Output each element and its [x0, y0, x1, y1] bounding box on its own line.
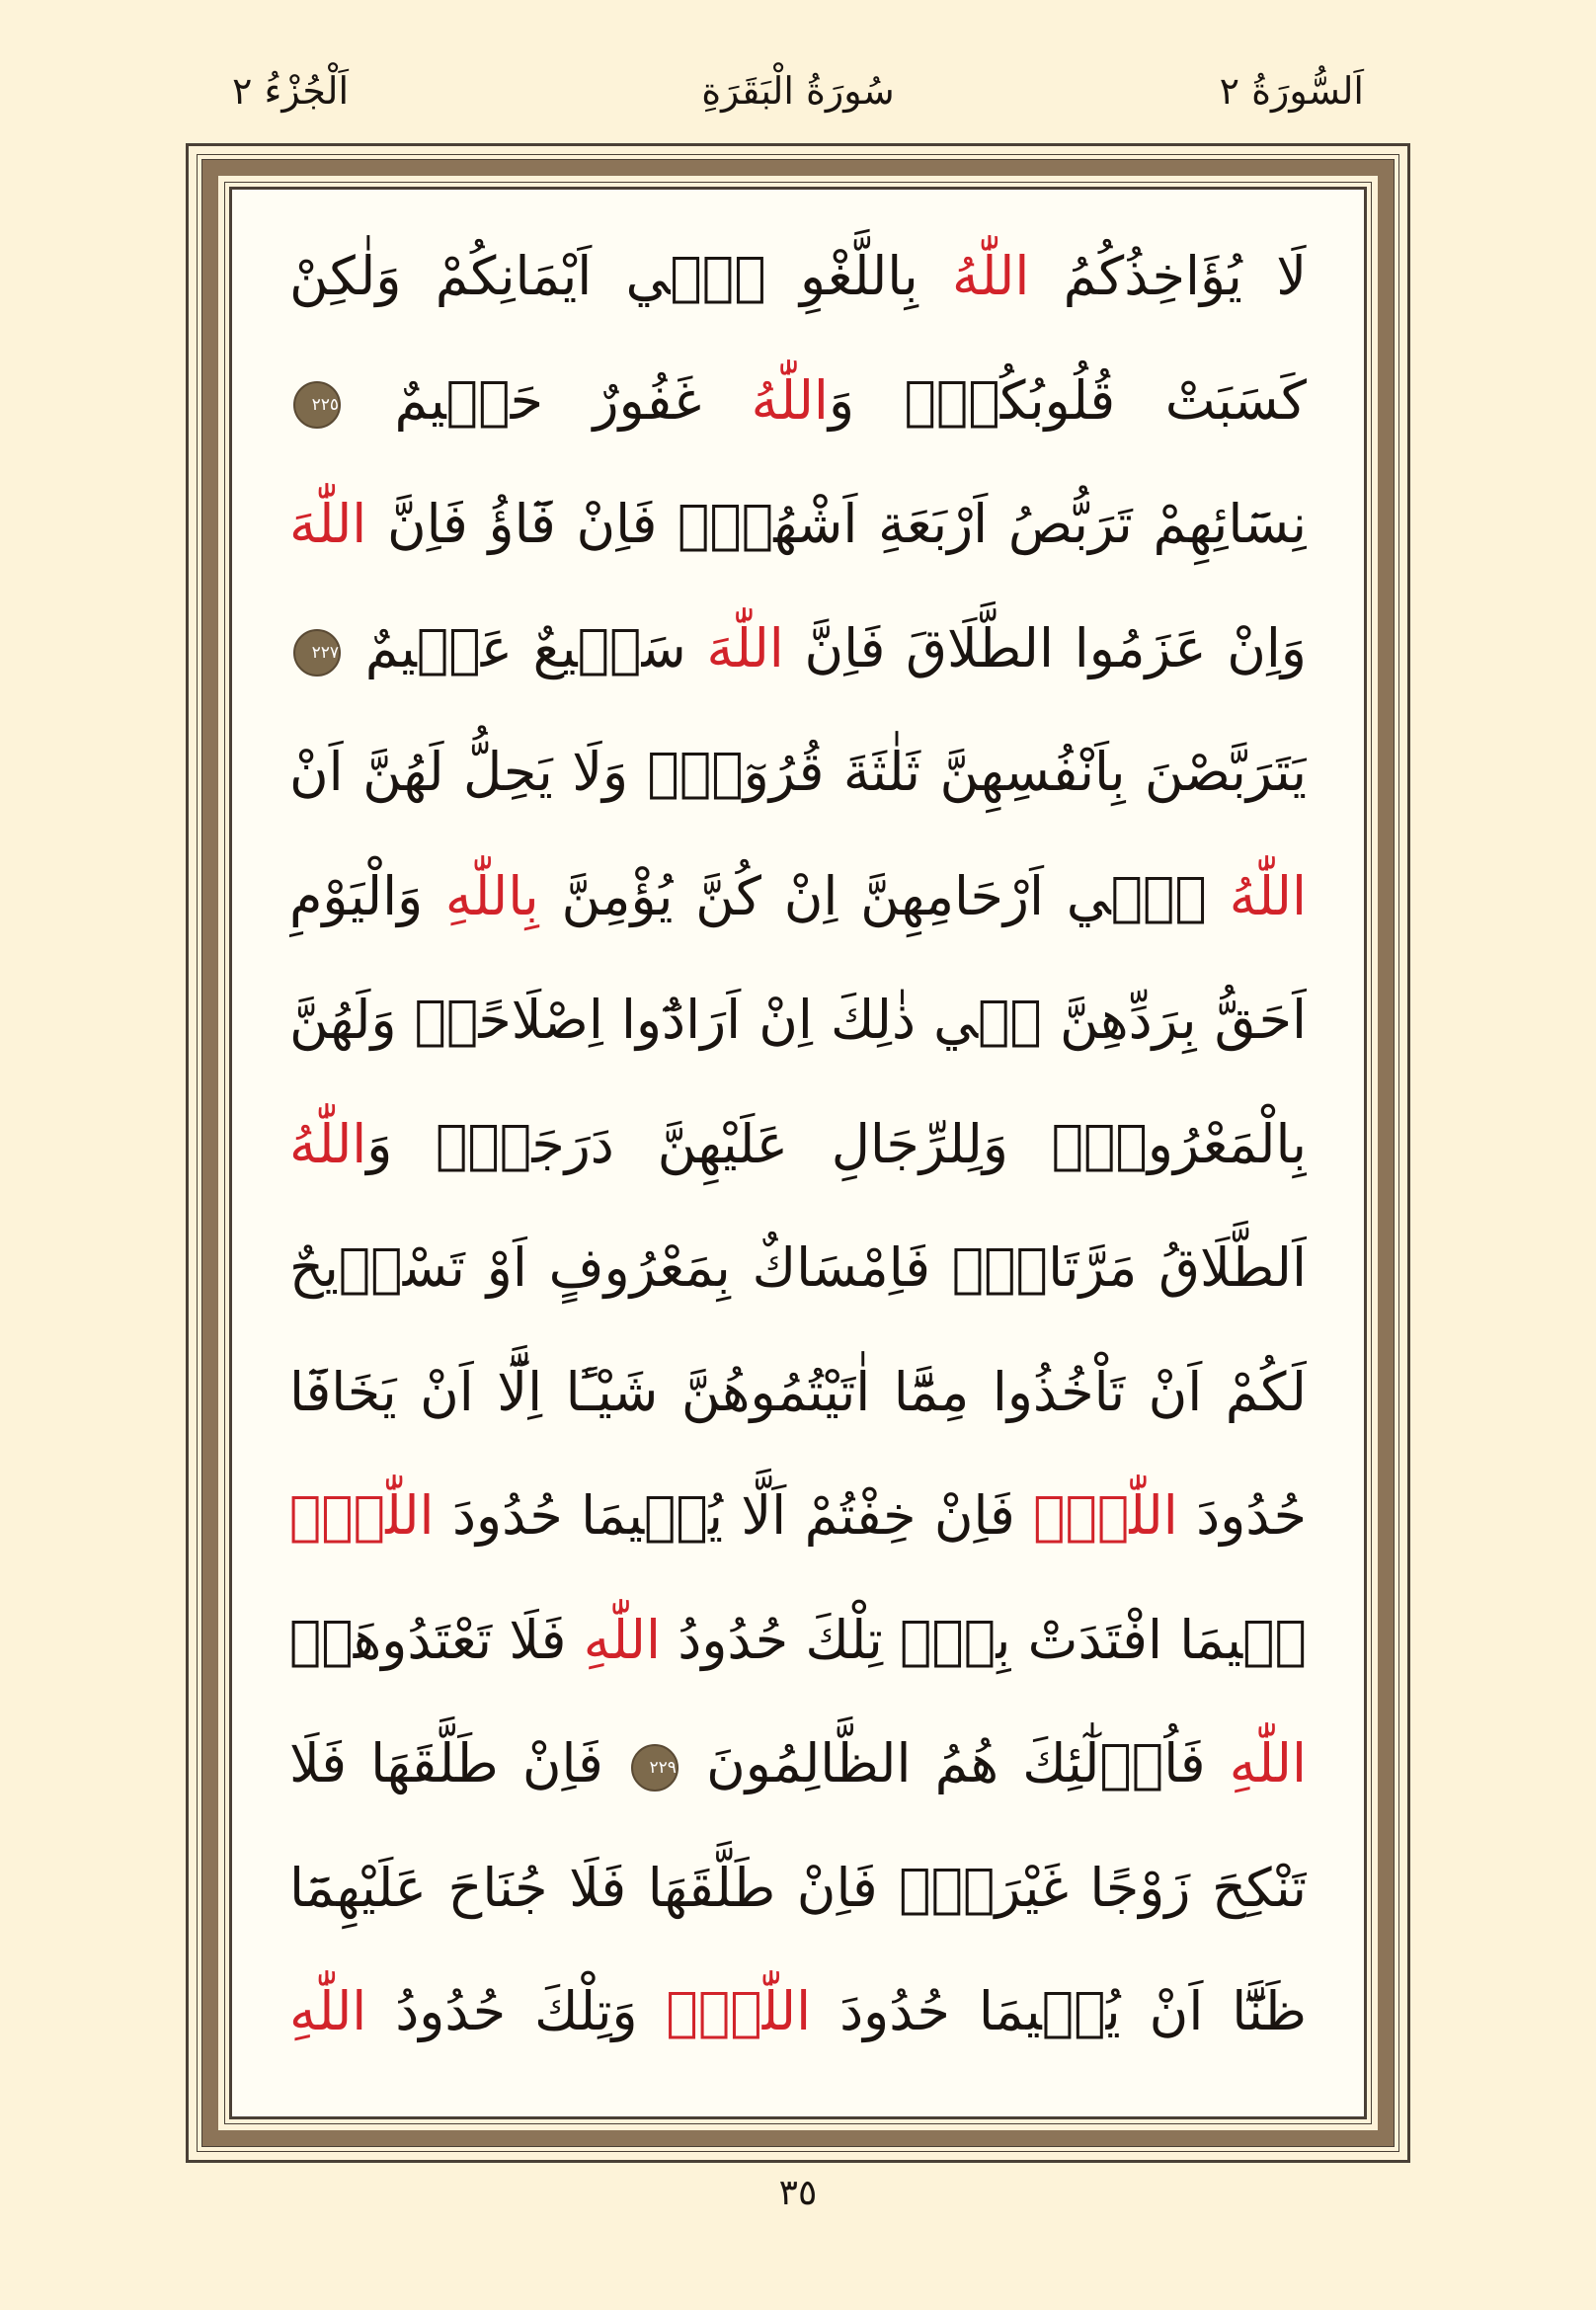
divine-name: اللّٰهُ	[1229, 864, 1307, 927]
verse-line	[289, 958, 1307, 1082]
verse-line	[289, 587, 1307, 711]
verse-text: وَالْيَوْمِ	[289, 864, 424, 927]
verse-line	[289, 1826, 1307, 1951]
verse-text: ظَنَّٓا اَنْ يُقٖيمَا حُدُودَ	[811, 1980, 1307, 2042]
quran-text-area	[229, 187, 1367, 2119]
page-number: ٣٥	[778, 2173, 818, 2213]
verse-text: بِاللَّغْوِ فٖٓي اَيْمَانِكُمْ وَلٰكِنْ	[289, 245, 918, 307]
divine-name: اللّٰهِۙ	[289, 1484, 435, 1547]
verse-text: تَنْكِحَ زَوْجًا غَيْرَهُۜ فَاِنْ طَلَّقَهَا فَلَا جُنَاحَ عَلَيْهِمَٓا	[289, 1856, 1307, 1919]
page-header	[0, 69, 1596, 128]
verse-text: فَلَا تَعْتَدُوهَاۚ	[289, 1608, 567, 1671]
verse-text: غَفُورٌ حَلٖيمٌ	[345, 368, 752, 432]
ayah-number-marker: ٢٢٧	[293, 629, 341, 677]
verse-text: اَلطَّلَاقُ مَرَّتَانِۖ فَاِمْسَاكٌ بِمَعْرُوفٍ اَوْ تَسْرٖيحٌ	[289, 1236, 1307, 1299]
divine-name: اللّٰهُ	[289, 1112, 367, 1175]
verse-text: لَكُمْ اَنْ تَاْخُذُوا مِمَّٓا اٰتَيْتُمُوهُنَّ شَيْـًٔا اِلَّٓا اَنْ يَخَافَٓا	[289, 1360, 1307, 1423]
verse-text: فٖٓي اَرْحَامِهِنَّ اِنْ كُنَّ يُؤْمِنَّ	[538, 864, 1230, 927]
verse-text: فَاِنْ طَلَّقَهَا فَلَا	[289, 1732, 603, 1794]
divine-name: اللّٰهَ	[706, 616, 784, 679]
verse-line	[289, 835, 1307, 959]
ayah-number-marker: ٢٢٥	[293, 381, 341, 429]
ayah-number-marker: ٢٢٩	[631, 1744, 678, 1792]
verse-line	[289, 1950, 1307, 2074]
verse-text: بِالْمَعْرُوفِۖ وَلِلرِّجَالِ عَلَيْهِنَّ دَرَجَةٌۜ وَ	[366, 1112, 1307, 1175]
verse-line	[289, 339, 1307, 463]
verse-text: حُدُودَ	[1177, 1484, 1307, 1547]
verse-text: كَسَبَتْ قُلُوبُكُمْۜ وَ	[828, 368, 1307, 432]
divine-name: اللّٰهِۜ	[1033, 1484, 1178, 1547]
divine-name: اللّٰهُ	[952, 245, 1030, 307]
verse-text: وَتِلْكَ حُدُودُ	[366, 1980, 667, 2042]
verse-line	[289, 1330, 1307, 1455]
verse-line	[289, 1082, 1307, 1207]
verse-text: فَاِنْ خِفْتُمْ اَلَّا يُقٖيمَا حُدُودَ	[434, 1484, 1034, 1547]
verse-line	[289, 1206, 1307, 1330]
divine-name: اللّٰهِ	[583, 1608, 661, 1671]
verse-line	[289, 710, 1307, 835]
verse-text: اَحَقُّ بِرَدِّهِنَّ فٖي ذٰلِكَ اِنْ اَرَادُٓوا اِصْلَاحًاۜ وَلَهُنَّ	[289, 989, 1307, 1051]
verse-text: لَا يُؤَاخِذُكُمُ	[1029, 245, 1307, 307]
verse-text: سَمٖيعٌ عَلٖيمٌ	[345, 616, 707, 679]
divine-name: اللّٰهُ	[751, 368, 829, 432]
juz-label: اَلْجُزْءُ ٢	[232, 69, 350, 113]
surah-name: سُورَةُ الْبَقَرَةِ	[701, 69, 895, 113]
verse-text: نِسَٓائِهِمْ تَرَبُّصُ اَرْبَعَةِ اَشْهُرٍۚ فَاِنْ فَٓاؤُ فَاِنَّ	[366, 493, 1307, 555]
verse-text: يَتَرَبَّصْنَ بِاَنْفُسِهِنَّ ثَلٰثَةَ قُرُوٓءٍۜ وَلَا يَحِلُّ لَهُنَّ اَنْ	[289, 741, 1307, 803]
divine-name: اللّٰهَ	[289, 493, 367, 555]
divine-name: اللّٰهِۜ	[666, 1980, 812, 2042]
divine-name: بِاللّٰهِ	[444, 864, 539, 927]
divine-name: اللّٰهِ	[1229, 1732, 1307, 1794]
verse-text: وَاِنْ عَزَمُوا الطَّلَاقَ فَاِنَّ	[783, 616, 1307, 679]
verse-text: فٖيمَا افْتَدَتْ بِهٖۜ تِلْكَ حُدُودُ	[661, 1608, 1307, 1671]
divine-name: اللّٰهِ	[289, 1980, 367, 2042]
verse-line	[289, 1578, 1307, 1703]
verse-line	[289, 1454, 1307, 1578]
ornamental-frame	[186, 143, 1410, 2163]
verse-text: فَاُو۬لٰٓئِكَ هُمُ الظَّالِمُونَ	[681, 1732, 1230, 1794]
verse-line	[289, 462, 1307, 587]
verse-line	[289, 1702, 1307, 1826]
surah-number-label: اَلسُّورَةُ ٢	[1219, 69, 1364, 113]
verse-line	[289, 214, 1307, 339]
